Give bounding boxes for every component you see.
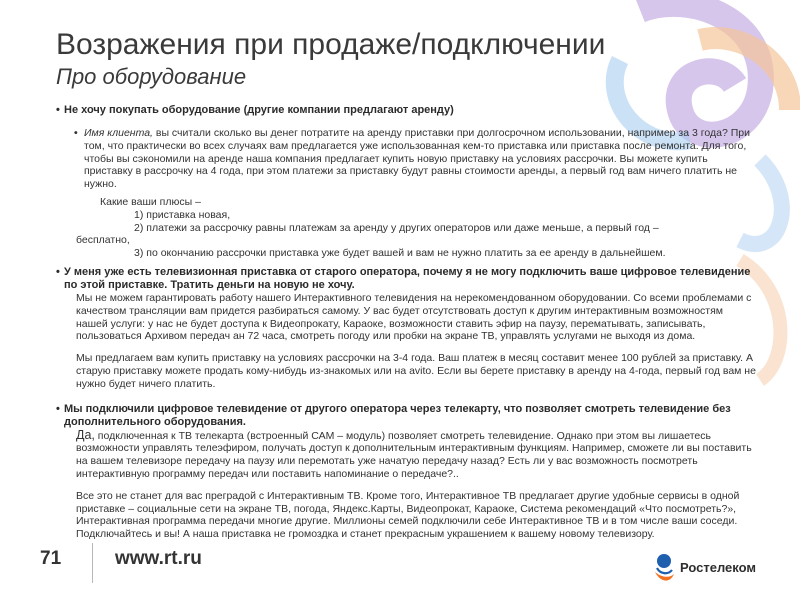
response-2-para-1: Мы не можем гарантировать работу нашего Интерактивного телевидения на нерекомендованном оборудовании. Со всеми проблемами с качеством трансляции вам придется разбираться самому. У вас будет отсутствовать доступ к другим интерактивным возможностям нашей услуги: у нас не будет доступа к Видеопрокату, Караоке, возможности ставить эфир на паузу, перематывать, записывать, пользоваться Архивом передач ан 72 часа, смотреть погоду или пробки на экране ТВ, управлять услугами не выходя из дома. [76, 291, 752, 343]
response-3-text: подключенная к ТВ телекарта (встроенный САМ – модуль) позволяет смотреть телевидение. Однако при этом вы лишаетесь возможности управлять телеэфиром, получать доступ к дополнительным интерактивным функциям. Например, сможете ли вы поставить на вашем телевизоре передачу на паузу или перемотать уже начатую передачу назад? Есть ли у вас возможность посмотреть интерактивную программу передач или поставить напоминание о передаче?.. [76, 429, 752, 480]
response-3-para-2: Все это не станет для вас преградой с Интерактивным ТВ. Кроме того, Интерактивное ТВ предлагает другие удобные сервисы в одной приставке – социальные сети на экране ТВ, погода, Яндекс.Карты, Видеопрокат, Караоке, Система рекомендаций «Что посмотреть?», Интерактивная программа передачи многие другие. Миллионы семей подключили себе Интерактивное ТВ и в том числе ваши соседи. Подключайтесь и вы! А наша приставка не громоздка и станет прекрасным украшением к вашему новому телевизору. [76, 489, 740, 541]
benefit-2b: бесплатно, [76, 234, 130, 247]
benefits-intro: Какие ваши плюсы – [100, 195, 201, 208]
page-number: 71 [40, 548, 62, 569]
response-1-text: вы считали сколько вы денег потратите на аренду приставки при долгосрочном использовании, например за 3 года? При том, что практически во всех случаях вам предлагается уже использованная кем-то приставка или приставка после ремонта. Для того, чтобы вы сэкономили на аренде наша компания предлагает купить новую приставку на условиях рассрочки. Вы можете купить приставку в рассрочку на 4 года, при этом платежи за приставку будут равны стоимости аренды, а первый год вам ничего платить не нужно. [84, 127, 750, 191]
benefit-2a: 2) платежи за рассрочку равны платежам за аренду у других операторов или даже меньше, а первый год – [134, 221, 659, 234]
response-2-para-2: Мы предлагаем вам купить приставку на условиях рассрочки на 3-4 года. Ваш платеж в месяц составит менее 100 рублей за приставку. А старую приставку можете продать кому-нибудь из-знакомых или на avito. Если вы берете приставку в аренду на 4-года, первый год вам не нужно будет ничего платить. [76, 352, 756, 390]
objection-heading-1: • Не хочу покупать оборудование (другие компании предлагают аренду) [56, 104, 756, 117]
rostelecom-logo [650, 552, 780, 588]
logo-icon [650, 552, 678, 586]
footer-divider [92, 543, 93, 583]
benefit-1: 1) приставка новая, [134, 208, 231, 221]
response-3-para-1 [76, 429, 756, 481]
logo-text: Ростелеком [680, 560, 756, 575]
main-content [56, 104, 756, 541]
response-3-lead: Да, [76, 427, 95, 442]
objection-heading-3: • Мы подключили цифровое телевидение от другого оператора через телекарту, что позволяет смотреть телевидение без дополнительного оборудования. [56, 403, 756, 429]
response-1 [74, 127, 756, 191]
page-title: Возражения при продаже/подключении [56, 28, 606, 61]
objection-heading-2: • У меня уже есть телевизионная приставка от старого оператора, почему я не могу подключить ваше цифровое телевидение по этой приставке. Тратить деньги на новую не хочу. [56, 266, 756, 292]
response-1-label: Имя клиента, [84, 127, 153, 139]
page-subtitle: Про оборудование [56, 64, 247, 89]
website-url: www.rt.ru [115, 548, 202, 569]
benefit-3: 3) по окончанию рассрочки приставка уже будет вашей и вам не нужно платить за ее аренду в дальнейшем. [134, 247, 666, 260]
